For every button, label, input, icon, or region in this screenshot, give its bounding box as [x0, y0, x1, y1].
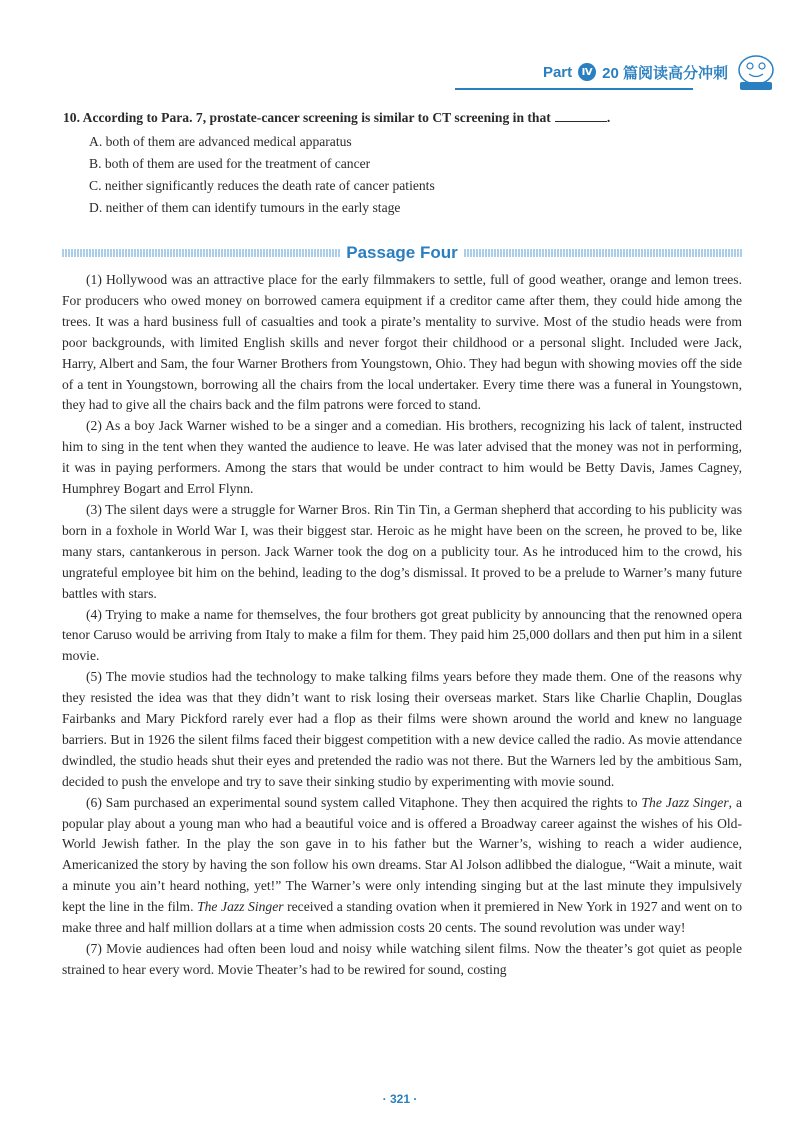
section-title: 20 篇阅读高分冲刺 — [602, 64, 728, 82]
question-stem: 10. According to Para. 7, prostate-cancer screening is similar to CT screening in that . — [63, 110, 611, 125]
question-10 — [63, 108, 743, 220]
paragraph-6: (6) Sam purchased an experimental sound system called Vitaphone. They then acquired the rights to The Jazz Singer, a popular play about a young man who had a beautiful voice and is offered a Broadway career against the wishes of his Old-World Jewish father. In the play the son gave in to his father but the Warner’s, wishing to reach a wider audience, Americanized the story by having the son follow his own dreams. Star Al Jolson adlibbed the dialogue, “Wait a minute, wait a minute you ain’t heard nothing, yet!” The Warner’s were only intending singing but at the last minute they impulsively kept the line in the film. The Jazz Singer received a standing ovation when it premiered in New York in 1927 and went on to make three and half million dollars at a time when admission costs 20 cents. The sound revolution was under way! — [62, 794, 743, 936]
paragraph-2: (2) As a boy Jack Warner wished to be a singer and a comedian. His brothers, recognizing his lack of talent, instructed him to sing in the tent when they wanted the audience to leave. He was later advised that the money was not in performing, it was in paying performers. Among the stars that would be under contract to him would be Betty Davis, James Cagney, Humphrey Bogart and Errol Flynn. — [62, 418, 742, 497]
publisher-logo-icon — [734, 52, 778, 92]
option-b: B. both of them are used for the treatment of cancer — [89, 156, 371, 171]
option-d: D. neither of them can identify tumours in the early stage — [89, 200, 401, 215]
paragraph-5: (5) The movie studios had the technology to make talking films years before they made them. One of the reasons why they resisted the idea was that they didn’t want to risk losing their overseas market. Stars like Charlie Chaplin, Douglas Fairbanks and Mary Pickford rarely ever had a flop as their films were shown around the world and knew no language barriers. But in 1926 the silent films faced their biggest competition with a new device called the radio. As movie attendance dwindled, the studio heads shut their eyes and pretended the radio was not there. But the Warners led by the ambitious Sam, decided to push the envelope and try to save their sinking studio by experimenting with movie sound. — [62, 669, 742, 789]
passage-title: Passage Four — [346, 243, 458, 262]
title-stripes-left — [62, 249, 340, 257]
option-a: A. both of them are advanced medical apparatus — [89, 134, 352, 149]
page-number: · 321 · — [382, 1092, 418, 1106]
section-header — [543, 58, 728, 86]
paragraph-4: (4) Trying to make a name for themselves, the four brothers got great publicity by announcing that the renowned opera tenor Caruso would be arriving from Italy to make a film for them. They paid him 25,000 dollars and then put him in a silent movie. — [62, 606, 742, 664]
paragraph-3: (3) The silent days were a struggle for Warner Bros. Rin Tin Tin, a German shepherd that according to his publicity was born in a foxhole in World War I, was their biggest star. Heroic as he might have been on the screen, he proved to be, like many stars, cantankerous in person. Jack Warner took the dog on a publicity tour. As he introduced him to the crowd, his ungrateful employee bit him on the behind, leading to the dog’s dismissal. It proved to be a prelude to Warner’s many future battles with stars. — [62, 501, 742, 601]
paragraph-7: (7) Movie audiences had often been loud and noisy while watching silent films. Now the theater’s got quiet as people strained to hear every word. Movie Theater’s had to be rewired for sound, costing — [62, 941, 742, 977]
paragraph-1: (1) Hollywood was an attractive place for the early filmmakers to settle, full of good weather, orange and lemon trees. For producers who owed money on borrowed camera equipment if a creditor came after them, they could hide among the trees. It was a hard business full of casualties and took a pirate’s mentality to survive. Most of the studio heads were from poor backgrounds, with limited English skills and never forgot their childhood or a personal slight. Included were Jack, Harry, Albert and Sam, the four Warner Brothers from Youngstown, Ohio. They had begun with showing movies off the side of a tent in Youngstown, borrowing all the chairs from the local undertaker. Every time there was a funeral in Youngstown, they had to give all the chairs back and the film patrons were forced to stand. — [62, 272, 742, 413]
title-stripes-right — [464, 249, 742, 257]
header-underline — [455, 88, 693, 90]
part-label: Part — [542, 63, 573, 81]
option-c: C. neither significantly reduces the death rate of cancer patients — [89, 178, 435, 193]
part-numeral-badge: Ⅳ — [578, 63, 596, 81]
passage-body — [62, 270, 742, 981]
answer-blank — [555, 121, 607, 122]
passage-title-bar — [62, 241, 742, 265]
